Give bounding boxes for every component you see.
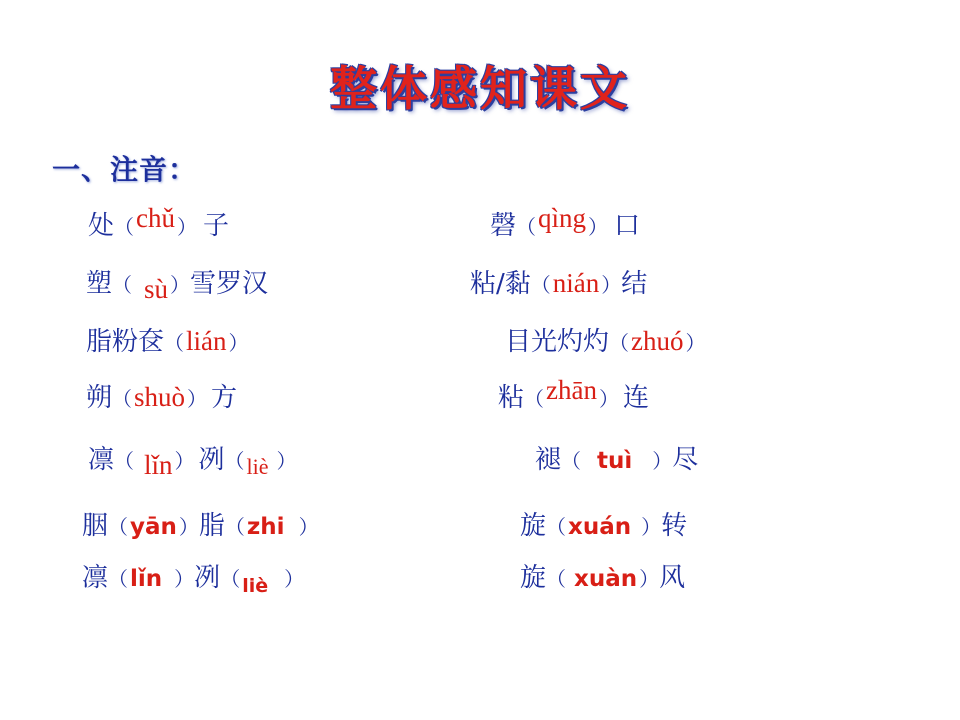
paren-close: ） — [641, 515, 662, 539]
hanzi-text: 凛 — [82, 563, 109, 593]
list-item — [0, 263, 960, 321]
paren-open: （ — [112, 273, 133, 297]
pinyin-answer: xuàn — [574, 566, 638, 592]
hanzi-text: 脂 — [198, 511, 225, 541]
word-entry — [82, 557, 305, 597]
hanzi-text: 朔 — [86, 383, 113, 413]
word-entry — [86, 377, 237, 414]
hanzi-text: 雪罗汉 — [190, 269, 269, 299]
paren-open: （ — [220, 567, 241, 591]
word-entry — [520, 505, 687, 542]
paren-close: ） — [652, 449, 673, 473]
paren-close: ） — [601, 273, 622, 297]
pinyin-answer: zhi — [246, 514, 285, 540]
paren-open: （ — [516, 215, 537, 239]
pinyin-exercise-list — [0, 205, 960, 609]
paren-close: ） — [174, 567, 195, 591]
word-entry — [86, 321, 249, 358]
paren-open: （ — [546, 567, 567, 591]
hanzi-text: 脂粉奁 — [86, 327, 165, 357]
section-heading: 一、注音： — [52, 153, 198, 186]
paren-open: （ — [561, 449, 582, 473]
paren-open: （ — [224, 449, 245, 473]
hanzi-text: 目光灼灼 — [505, 327, 610, 357]
pinyin-answer: zhān — [546, 375, 597, 405]
word-entry — [535, 439, 698, 476]
list-item — [0, 439, 960, 505]
paren-open: （ — [108, 567, 129, 591]
pinyin-answer: liè — [242, 575, 269, 597]
list-item — [0, 205, 960, 263]
word-entry — [88, 439, 297, 480]
word-entry — [505, 321, 706, 358]
hanzi-text: 旋 — [520, 563, 547, 593]
paren-open: （ — [112, 387, 133, 411]
paren-close: ） — [639, 567, 660, 591]
hanzi-text: 子 — [203, 211, 230, 241]
paren-close: ） — [598, 387, 619, 411]
word-entry — [490, 205, 640, 242]
paren-close: ） — [228, 331, 249, 355]
paren-close: ） — [174, 449, 195, 473]
paren-close: ） — [177, 215, 197, 239]
hanzi-text: 口 — [614, 211, 641, 241]
pinyin-answer: nián — [552, 268, 600, 298]
hanzi-text: 转 — [661, 511, 688, 541]
hanzi-text: 胭 — [82, 511, 109, 541]
word-entry — [82, 505, 319, 542]
word-entry — [470, 263, 647, 300]
list-item — [0, 505, 960, 557]
hanzi-text: 结 — [621, 269, 648, 299]
paren-close: ） — [276, 449, 297, 473]
paren-close: ） — [178, 515, 199, 539]
paren-close: ） — [298, 515, 319, 539]
hanzi-text: 凛 — [88, 445, 115, 475]
hanzi-text: 磬 — [490, 211, 517, 241]
pinyin-answer: liè — [246, 454, 269, 479]
paren-close: ） — [284, 567, 305, 591]
pinyin-answer: tuì — [597, 448, 633, 474]
hanzi-text: 粘 — [498, 383, 525, 413]
paren-open: （ — [224, 515, 245, 539]
list-item — [0, 557, 960, 609]
hanzi-text: 粘/黏 — [470, 269, 531, 299]
paren-open: （ — [108, 515, 129, 539]
hanzi-text: 褪 — [535, 445, 562, 475]
paren-open: （ — [524, 387, 545, 411]
list-item — [0, 377, 960, 439]
hanzi-text: 方 — [211, 383, 238, 413]
list-item — [0, 321, 960, 377]
paren-close: ） — [588, 215, 609, 239]
paren-open: （ — [546, 515, 567, 539]
paren-open: （ — [530, 273, 551, 297]
paren-open: （ — [114, 215, 135, 239]
pinyin-answer: lián — [186, 326, 227, 356]
hanzi-text: 冽 — [194, 563, 221, 593]
pinyin-answer: yān — [130, 514, 177, 540]
paren-open: （ — [164, 331, 185, 355]
hanzi-text: 旋 — [520, 511, 547, 541]
page-title: 整体感知课文 — [330, 62, 630, 117]
paren-close: ） — [170, 273, 191, 297]
pinyin-answer: sù — [144, 274, 169, 304]
hanzi-text: 连 — [622, 383, 649, 413]
word-entry — [86, 263, 269, 304]
pinyin-answer: zhuó — [631, 326, 684, 356]
paren-close: ） — [187, 387, 208, 411]
hanzi-text: 塑 — [86, 269, 113, 299]
word-entry — [520, 557, 685, 594]
hanzi-text: 冽 — [198, 445, 225, 475]
pinyin-answer: lǐn — [130, 566, 163, 592]
paren-open: （ — [114, 449, 135, 473]
hanzi-text: 尽 — [672, 445, 699, 475]
pinyin-answer: qìng — [538, 203, 587, 233]
pinyin-answer: lǐn — [144, 450, 173, 480]
pinyin-answer: chǔ — [136, 203, 175, 233]
hanzi-text: 处 — [88, 211, 115, 241]
pinyin-answer: xuán — [568, 514, 632, 540]
word-entry — [498, 377, 649, 414]
word-entry — [88, 205, 229, 242]
paren-close: ） — [685, 331, 706, 355]
paren-open: （ — [609, 331, 630, 355]
pinyin-answer: shuò — [134, 382, 186, 412]
hanzi-text: 风 — [659, 563, 686, 593]
